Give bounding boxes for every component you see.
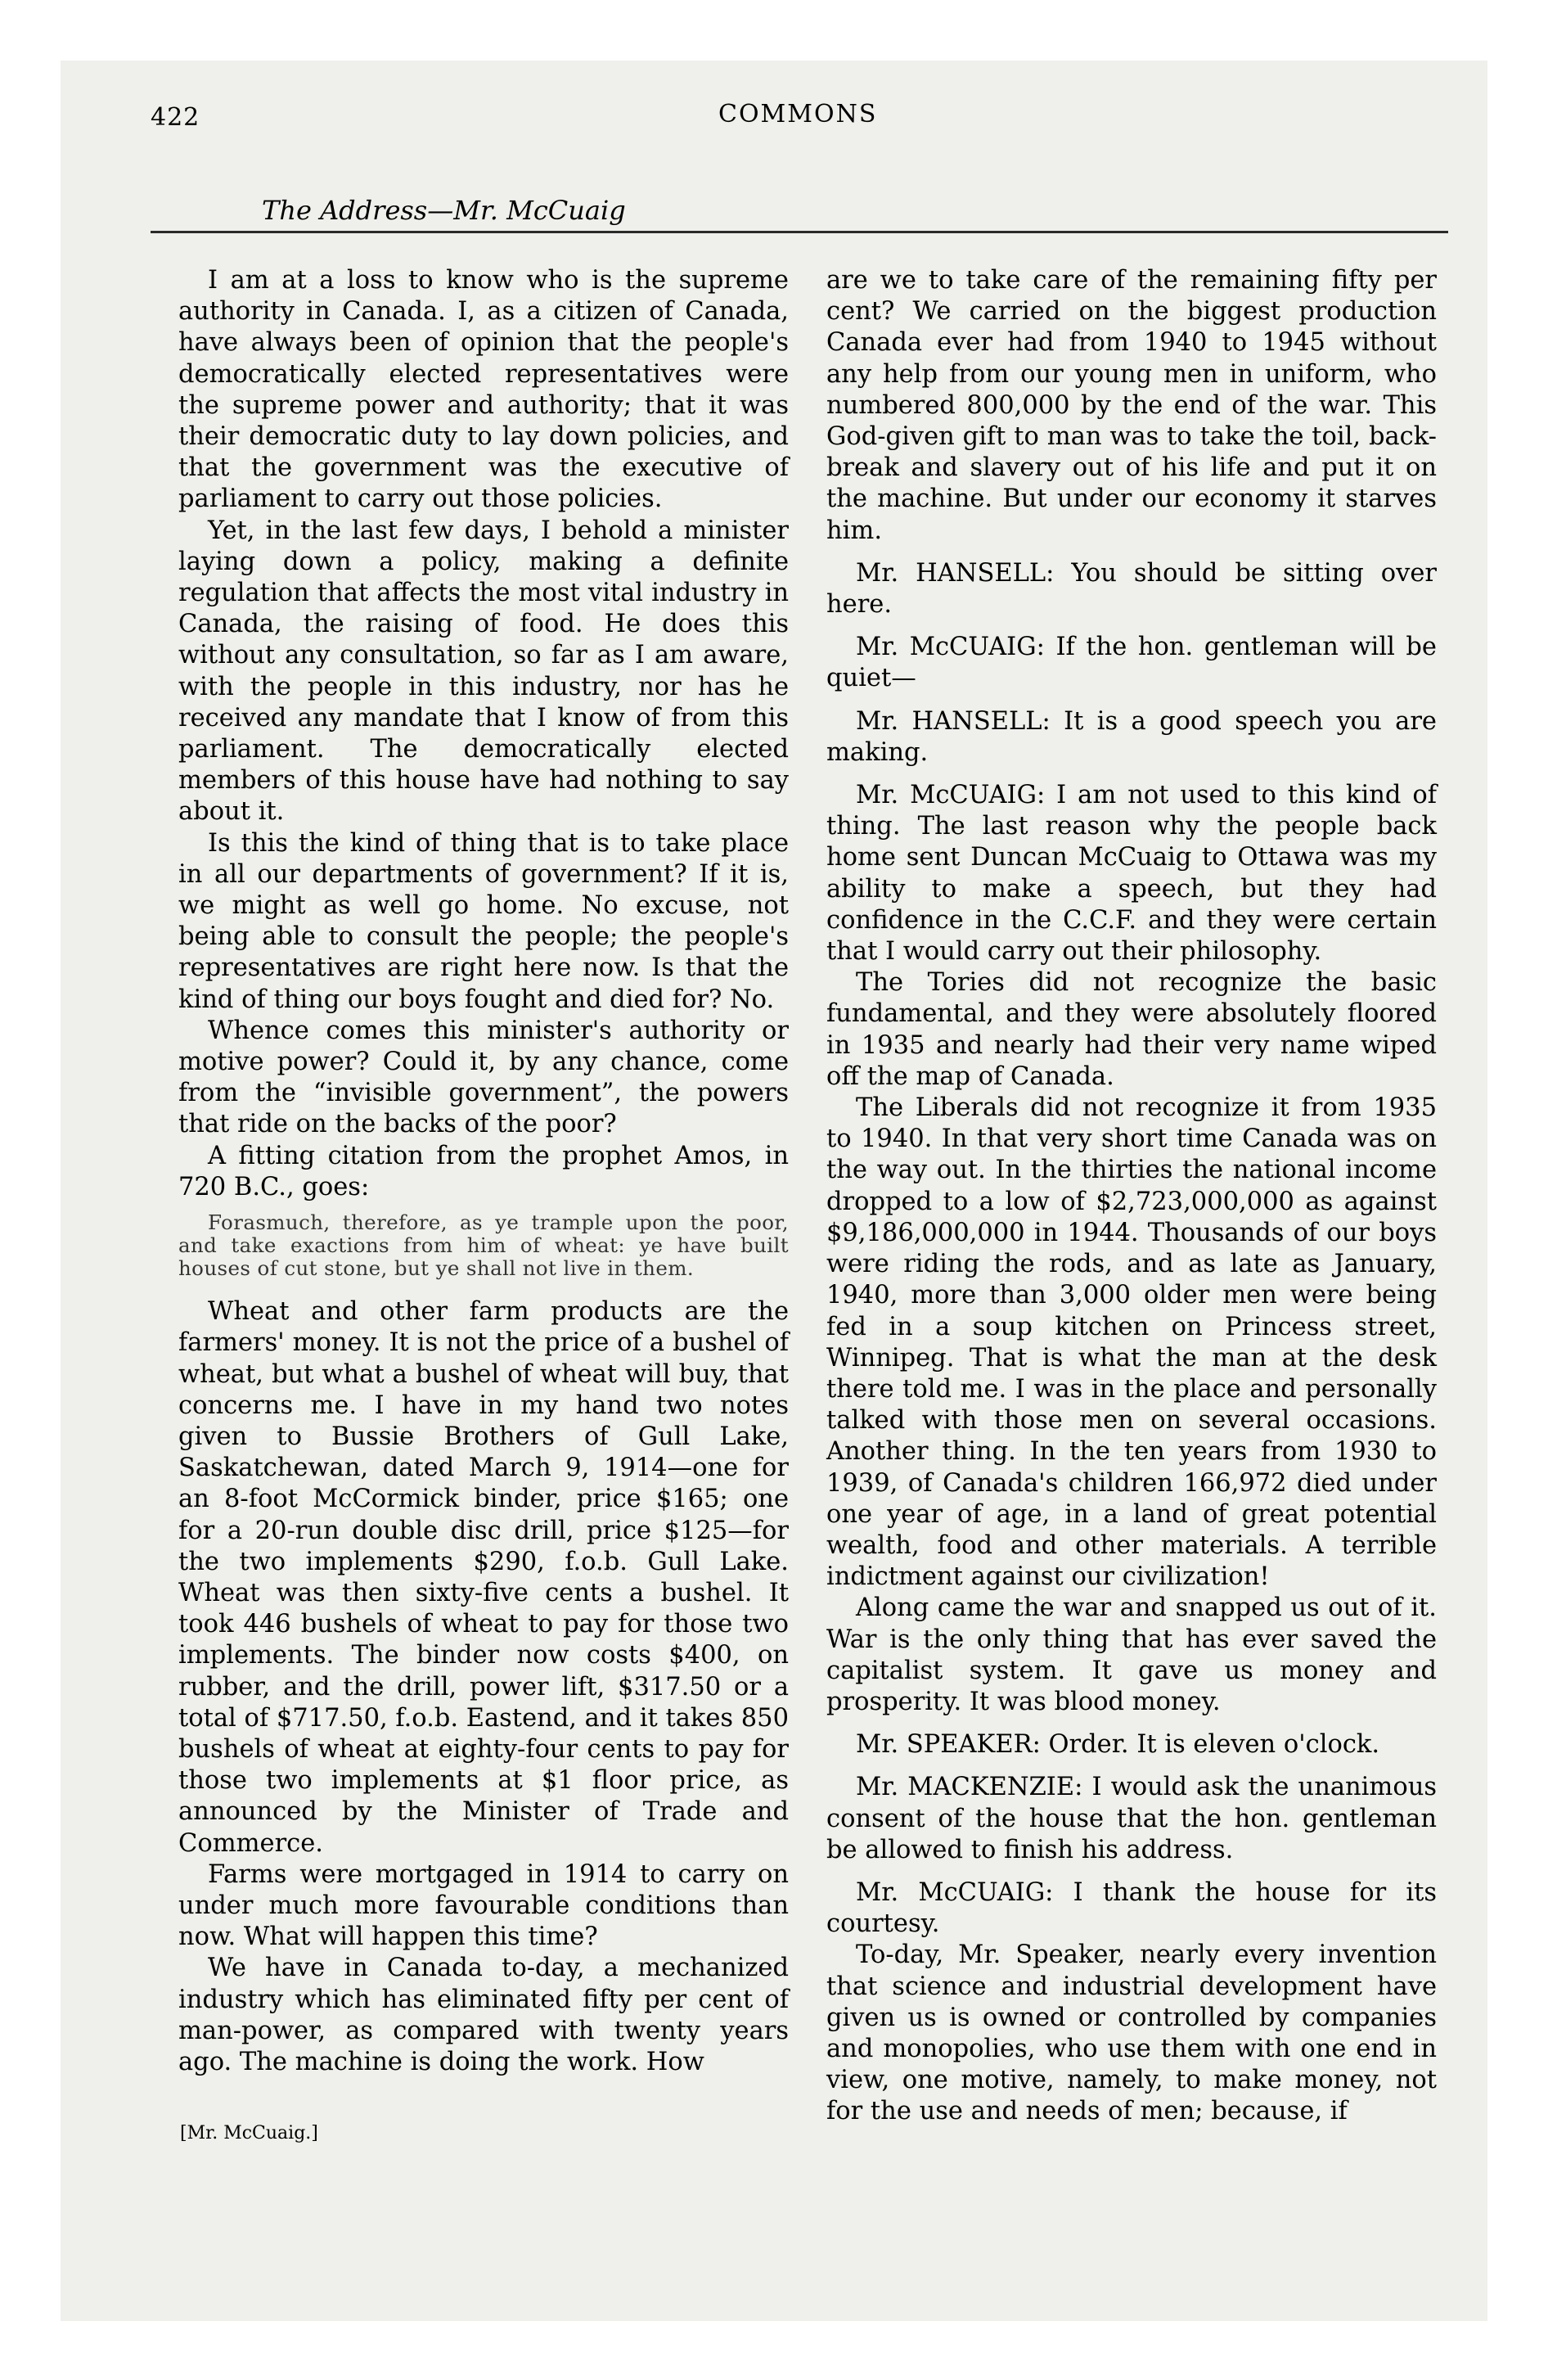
paragraph: Is this the kind of thing that is to take place in all our departments of government? If it is, we might as well go home. No excuse, not being able to consult the people; the people's representatives are right here now. Is that the kind of thing our boys fought and died for? No.: [178, 828, 789, 1014]
paragraph: Mr. McCUAIG: I am not used to this kind of thing. The last reason why the people back home sent Duncan McCuaig to Ottawa was my ability to make a speech, but they had confidence in the C.C.F. and they were certain that I would carry out their philosophy.: [826, 781, 1437, 967]
interjection: Mr. McCUAIG: I thank the house for its courtesy.: [826, 1877, 1437, 1939]
section-heading: COMMONS: [718, 100, 878, 128]
interjection: Mr. HANSELL: It is a good speech you are making.: [826, 706, 1437, 767]
paragraph: I am at a loss to know who is the supreme authority in Canada. I, as a citizen of Canada, have always been of opinion that the people's democratically elected representatives were the supreme power and authority; that it was their democratic duty to lay down policies, and that the government was the executive of parliament to carry out those policies.: [178, 266, 789, 514]
interjection: Mr. McCUAIG: If the hon. gentleman will be quiet—: [826, 633, 1437, 693]
header-rule: [151, 231, 1448, 233]
paragraph: A fitting citation from the prophet Amos, in 720 B.C., goes:: [178, 1141, 789, 1201]
speaker-tag: [Mr. McCuaig.]: [180, 2123, 318, 2143]
paragraph: Wheat and other farm products are the farmers' money. It is not the price of a bushel of wheat, but what a bushel of wheat will buy, that concerns me. I have in my hand two notes given to Bussie Brothers of Gull Lake, Saskatchewan, dated March 9, 1914—one for an 8-foot McCormick binder, price $165; one for a 20-run double disc drill, price $125—for the two implements $290, f.o.b. Gull Lake. Wheat was then sixty-five cents a bushel. It took 446 bushels of wheat to pay for those two implements. The binder now costs $400, on rubber, and the drill, power lift, $317.50 or a total of $717.50, f.o.b. Eastend, and it takes 850 bushels of wheat at eighty-four cents to pay for those two implements at $1 floor price, as announced by the Minister of Trade and Commerce.: [178, 1297, 789, 1858]
paragraph: Farms were mortgaged in 1914 to carry on under much more favourable conditions than now. What will happen this time?: [178, 1859, 789, 1952]
interjection: Mr. SPEAKER: Order. It is eleven o'clock.: [856, 1730, 1380, 1760]
right-column: [826, 265, 1437, 2128]
paragraph: are we to take care of the remaining fifty per cent? We carried on the biggest production Canada ever had from 1940 to 1945 without any help from our young men in uniform, who numbered 800,000 by the end of the war. This God-given gift to man was to take the toil, back-break and slavery out of his life and put it on the machine. But under our economy it starves him.: [826, 266, 1437, 545]
left-column: [178, 265, 789, 2078]
paragraph: Along came the war and snapped us out of it. War is the only thing that has ever saved the capitalist system. It gave us money and prosperity. It was blood money.: [826, 1593, 1437, 1716]
interjection: Mr. HANSELL: You should be sitting over here.: [826, 558, 1437, 620]
interjection: Mr. MACKENZIE: I would ask the unanimous consent of the house that the hon. gentleman be allowed to finish his address.: [826, 1773, 1437, 1864]
page-number: 422: [151, 103, 200, 132]
paragraph: The Liberals did not recognize it from 1935 to 1940. In that very short time Canada was on the way out. In the thirties the national income dropped to a low of $2,723,000,000 as against $9,186,000,000 in 1944. Thousands of our boys were riding the rods, and as late as January, 1940, more than 3,000 older men were being fed in a soup kitchen on Princess street, Winnipeg. That is what the man at the desk there told me. I was in the place and personally talked with those men on several occasions. Another thing. In the ten years from 1930 to 1939, of Canada's children 166,972 died under one year of age, in a land of great potential wealth, food and other materials. A terrible indictment against our civilization!: [826, 1093, 1437, 1592]
block-quote: Forasmuch, therefore, as ye trample upon the poor, and take exactions from him of wheat: ye have built houses of cut stone, but ye shall not live in them.: [178, 1210, 789, 1281]
running-title: The Address—Mr. McCuaig: [262, 195, 626, 226]
paragraph: To-day, Mr. Speaker, nearly every invention that science and industrial development have given us is owned or controlled by companies and monopolies, who use them with one end in view, one motive, namely, to make money, not for the use and needs of men; because, if: [826, 1941, 1437, 2126]
paragraph: We have in Canada to-day, a mechanized industry which has eliminated fifty per cent of man-power, as compared with twenty years ago. The machine is doing the work. How: [178, 1954, 789, 2076]
paragraph: Yet, in the last few days, I behold a minister laying down a policy, making a definite regulation that affects the most vital industry in Canada, the raising of food. He does this without any consultation, so far as I am aware, with the people in this industry, nor has he received any mandate that I know of from this parliament. The democratically elected members of this house have had nothing to say about it.: [178, 516, 789, 827]
paragraph: The Tories did not recognize the basic fundamental, and they were absolutely floored in 1935 and nearly had their very name wiped off the map of Canada.: [826, 968, 1437, 1091]
paragraph: Whence comes this minister's authority or motive power? Could it, by any chance, come from the “invisible government”, the powers that ride on the backs of the poor?: [178, 1016, 789, 1139]
